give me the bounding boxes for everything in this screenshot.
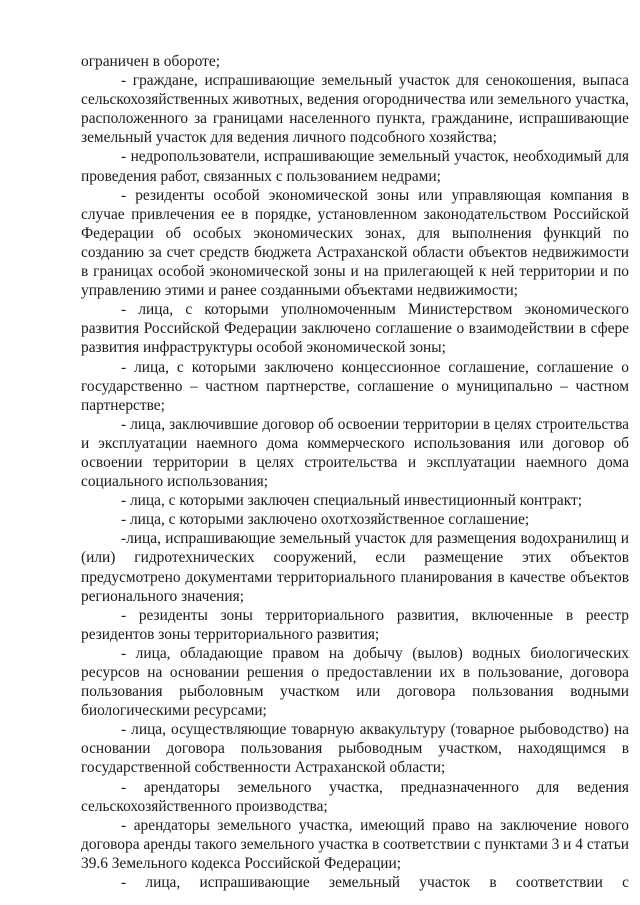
list-item-special-economic-zone-residents: - резиденты особой экономической зоны или управляющая компания в случае привлечения ее в порядке, установленном законодательством Российской Федерации об особых экономических зонах, для выполнения функций по созданию за счет средств бюджета Астраханской области объектов недвижимости в границах особой экономической зоны и на прилегающей к ней территории и по управлению этими и ранее созданными объектами недвижимости; [81, 186, 629, 300]
document-body [81, 52, 629, 892]
list-item-special-investment-contract: - лица, с которыми заключен специальный инвестиционный контракт; [121, 492, 582, 510]
list-item-lease-renewal-tenants: - арендаторы земельного участка, имеющий право на заключение нового договора аренды такого земельного участка в соответствии с пунктами 3 и 4 статьи 39.6 Земельного кодекса Российской Федерации; [81, 816, 629, 872]
list-item-citizens-haymaking: - граждане, испрашивающие земельный участок для сенокошения, выпаса сельскохозяйственных животных, ведения огородничества или земельного участка, расположенного за границами населенного пункта, гражданине, испрашивающие земельный участок для ведения личного подсобного хозяйства; [81, 72, 629, 147]
paragraph-continuation: ограничен в обороте; [81, 53, 221, 70]
list-item-continued-on-next-page: - лица, испрашивающие земельный участок в соответствии с [121, 874, 629, 892]
list-item-ministry-agreement-parties: - лица, с которыми уполномоченным Министерством экономического развития Российской Федерации заключено соглашение о взаимодействии в сфере развития инфраструктуры особой экономической зоны; [81, 301, 629, 357]
list-item-territory-development-contract: - лица, заключившие договор об освоении территории в целях строительства и эксплуатации наемного дома коммерческого использования или договор об освоении территории в целях строительства и эксплуатации наемного дома социального использования; [81, 415, 629, 491]
list-item-territorial-development-residents: - резиденты зоны территориального развития, включенные в реестр резидентов зоны территориального развития; [81, 606, 629, 643]
list-item-agricultural-land-tenants: - арендаторы земельного участка, предназначенного для ведения сельскохозяйственного производства; [81, 778, 629, 815]
list-item-aquatic-bioresources-rights: - лица, обладающие правом на добычу (вылов) водных биологических ресурсов на основании решения о предоставлении их в пользование, договора пользования рыболовным участком или договора пользования водными биологическими ресурсами; [81, 644, 629, 720]
list-item-subsoil-users: - недропользователи, испрашивающие земельный участок, необходимый для проведения работ, связанных с пользованием недрами; [81, 148, 629, 185]
list-item-reservoirs-hydraulic-structures: -лица, испрашивающие земельный участок для размещения водохранилищ и (или) гидротехнических сооружений, если размещение этих объектов предусмотрено документами территориального планирования в качестве объектов регионального значения; [81, 530, 629, 605]
list-item-concession-agreement-parties: - лица, с которыми заключено концессионное соглашение, соглашение о государственно – частном партнерстве, соглашение о муниципально – частном партнерстве; [81, 358, 629, 414]
list-item-aquaculture: - лица, осуществляющие товарную аквакультуру (товарное рыбоводство) на основании договора пользования рыбоводным участком, находящимся в государственной собственности Астраханской области; [81, 721, 629, 777]
list-item-hunting-agreement: - лица, с которыми заключено охотхозяйственное соглашение; [121, 511, 530, 529]
